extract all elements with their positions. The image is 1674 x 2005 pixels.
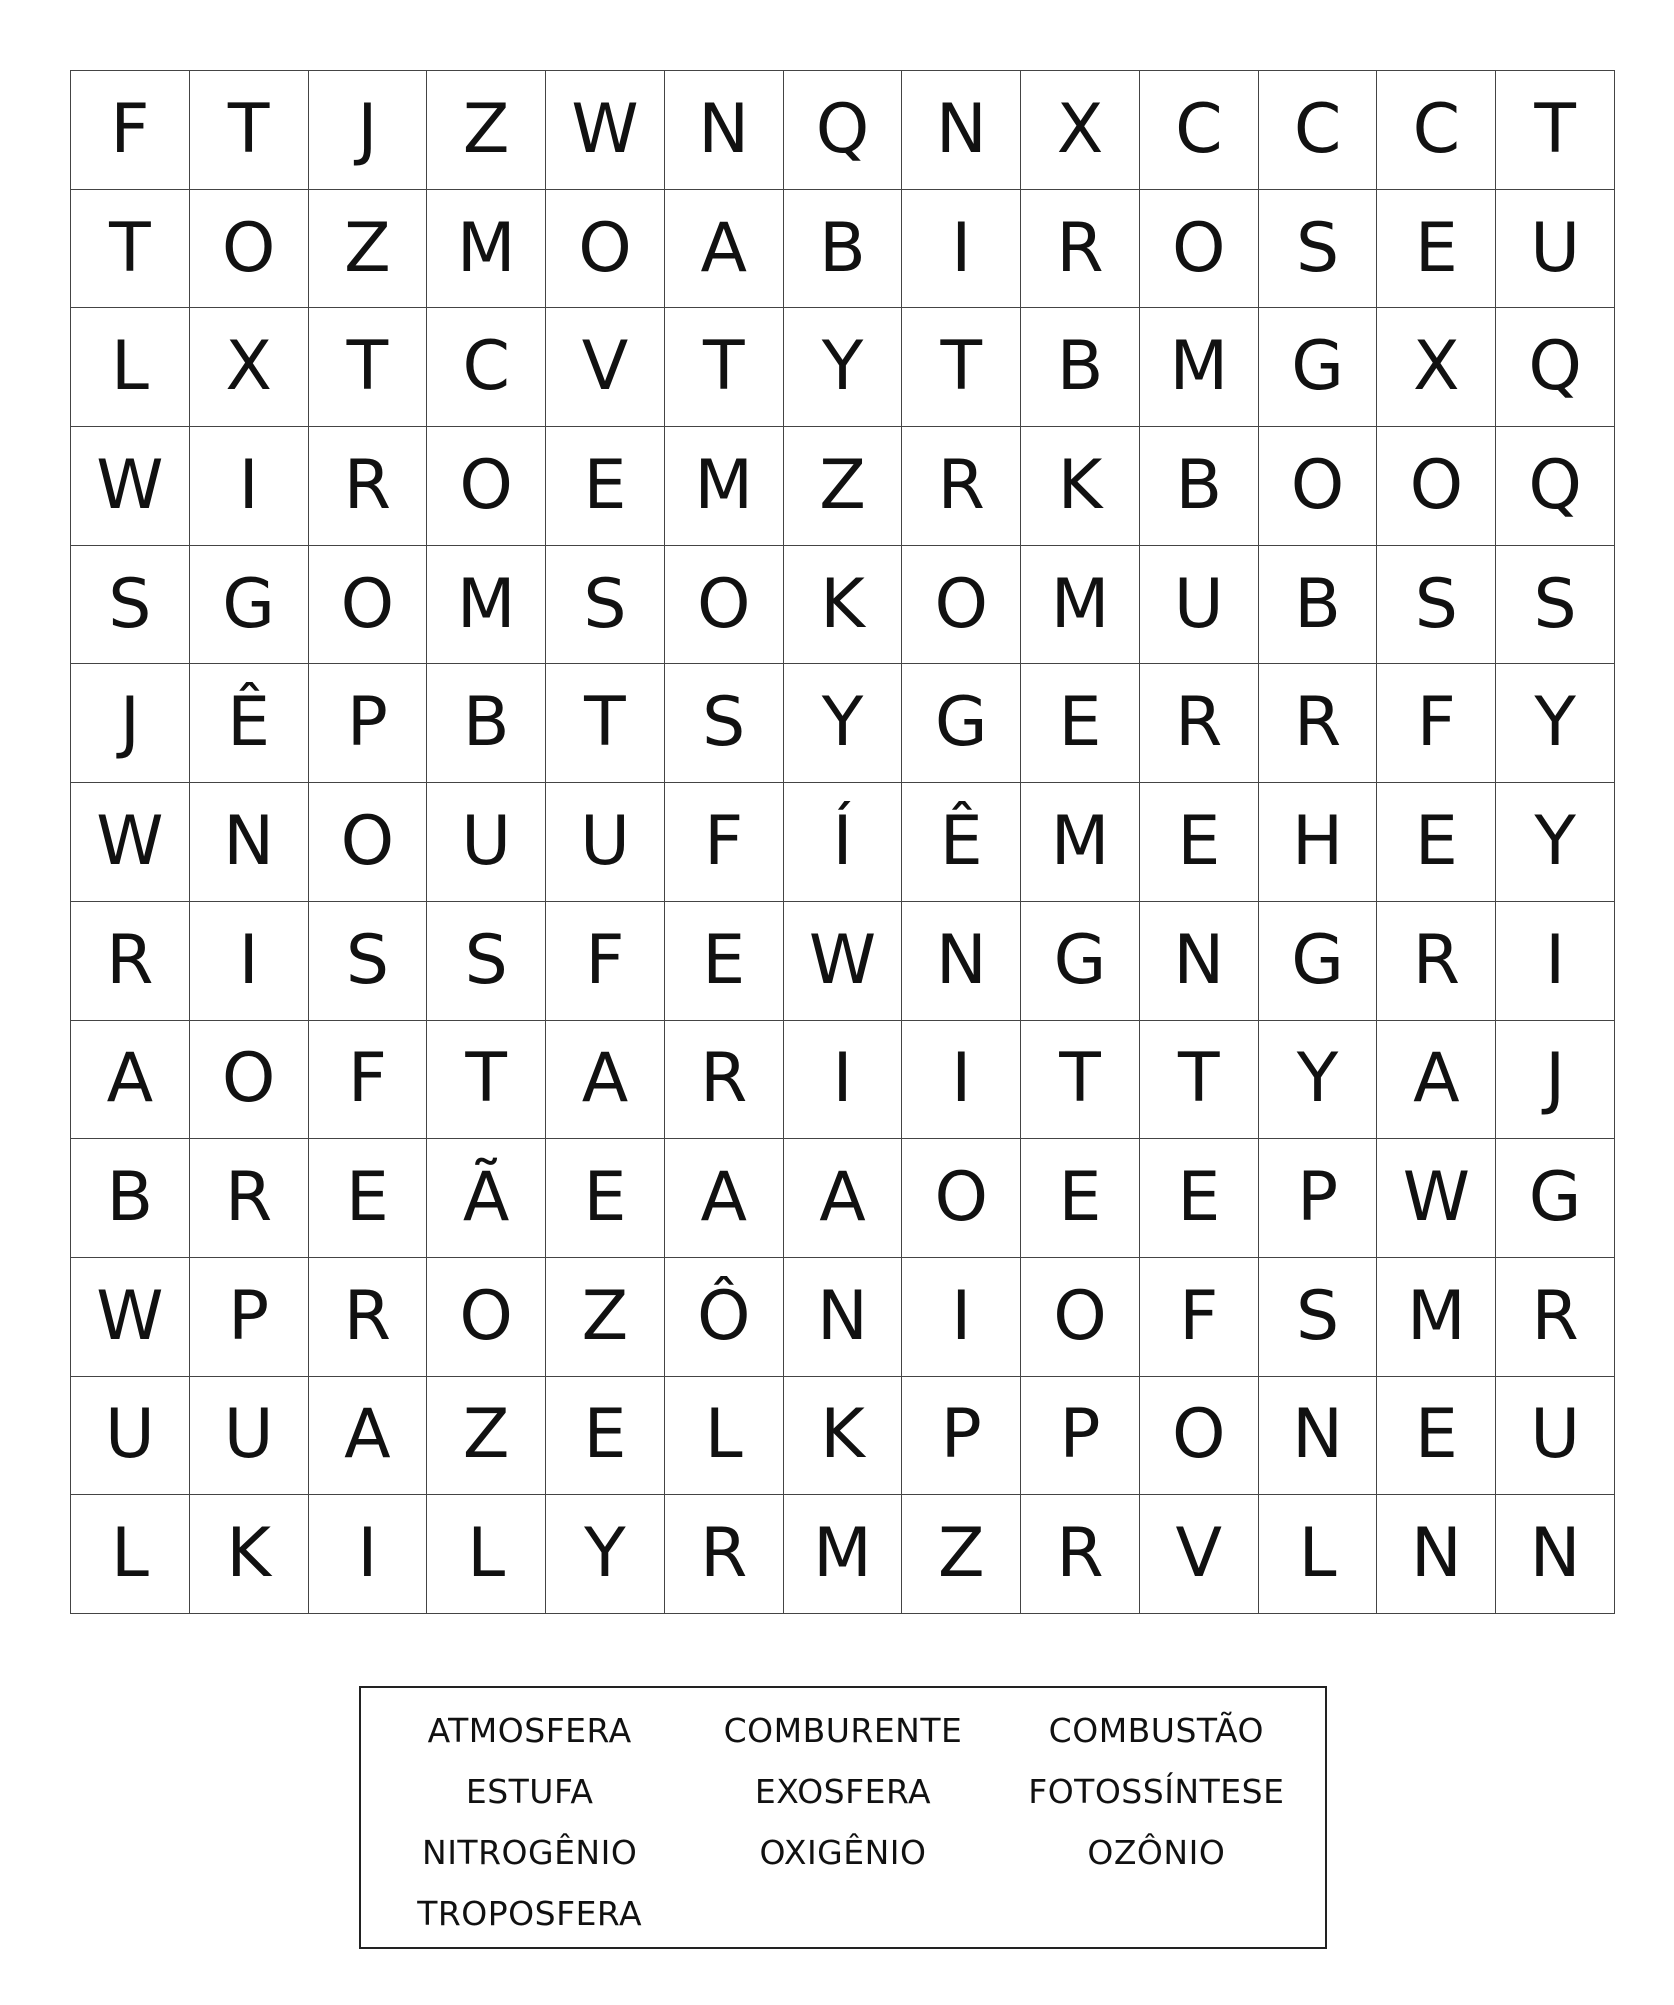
word-bank <box>359 1686 1327 1949</box>
word-bank-item: EXOSFERA <box>754 1772 932 1811</box>
grid-cell[interactable]: I <box>784 1021 903 1140</box>
grid-cell[interactable]: Y <box>784 308 903 427</box>
grid-cell[interactable]: K <box>784 546 903 665</box>
grid-cell[interactable]: F <box>1140 1258 1259 1377</box>
grid-cell[interactable]: T <box>71 190 190 309</box>
grid-cell[interactable]: O <box>1021 1258 1140 1377</box>
grid-cell[interactable]: G <box>902 664 1021 783</box>
grid-cell[interactable]: R <box>1140 664 1259 783</box>
grid-cell[interactable]: M <box>784 1495 903 1614</box>
grid-cell[interactable]: I <box>902 1021 1021 1140</box>
grid-cell[interactable]: O <box>1377 427 1496 546</box>
grid-cell[interactable]: U <box>427 783 546 902</box>
grid-cell[interactable]: C <box>1140 71 1259 190</box>
word-bank-item: OXIGÊNIO <box>759 1833 927 1872</box>
grid-cell[interactable]: U <box>1140 546 1259 665</box>
grid-cell[interactable]: Z <box>427 1377 546 1496</box>
grid-cell[interactable]: Ê <box>190 664 309 783</box>
grid-cell[interactable]: A <box>71 1021 190 1140</box>
grid-cell[interactable]: Z <box>784 427 903 546</box>
grid-cell[interactable]: M <box>427 546 546 665</box>
grid-cell[interactable]: S <box>1259 190 1378 309</box>
grid-cell[interactable]: U <box>71 1377 190 1496</box>
grid-cell[interactable]: O <box>902 546 1021 665</box>
grid-cell[interactable]: E <box>1021 1139 1140 1258</box>
grid-cell[interactable]: O <box>1140 1377 1259 1496</box>
grid-cell[interactable]: P <box>309 664 428 783</box>
grid-cell[interactable]: N <box>1377 1495 1496 1614</box>
grid-cell[interactable]: Q <box>784 71 903 190</box>
grid-cell[interactable]: E <box>546 1377 665 1496</box>
grid-cell[interactable]: H <box>1259 783 1378 902</box>
grid-cell[interactable]: C <box>1377 71 1496 190</box>
grid-cell[interactable]: N <box>190 783 309 902</box>
grid-cell[interactable]: S <box>665 664 784 783</box>
grid-cell[interactable]: C <box>1259 71 1378 190</box>
grid-cell[interactable]: T <box>309 308 428 427</box>
grid-cell[interactable]: O <box>427 1258 546 1377</box>
grid-cell[interactable]: Y <box>1259 1021 1378 1140</box>
grid-cell[interactable]: N <box>784 1258 903 1377</box>
grid-cell[interactable]: P <box>902 1377 1021 1496</box>
grid-cell[interactable]: E <box>1140 1139 1259 1258</box>
grid-cell[interactable]: L <box>1259 1495 1378 1614</box>
grid-cell[interactable]: L <box>665 1377 784 1496</box>
grid-cell[interactable]: K <box>190 1495 309 1614</box>
grid-cell[interactable]: U <box>190 1377 309 1496</box>
word-bank-item: OZÔNIO <box>1087 1833 1226 1872</box>
grid-cell[interactable]: W <box>71 427 190 546</box>
grid-cell[interactable]: M <box>1377 1258 1496 1377</box>
grid-cell[interactable]: T <box>1021 1021 1140 1140</box>
grid-cell[interactable]: P <box>190 1258 309 1377</box>
grid-cell[interactable]: S <box>1377 546 1496 665</box>
grid-cell[interactable]: O <box>427 427 546 546</box>
word-bank-item: COMBURENTE <box>723 1711 963 1750</box>
grid-cell[interactable]: T <box>546 664 665 783</box>
grid-cell[interactable]: Z <box>902 1495 1021 1614</box>
grid-cell[interactable]: L <box>427 1495 546 1614</box>
grid-cell[interactable]: S <box>309 902 428 1021</box>
word-bank-item: NITROGÊNIO <box>422 1833 638 1872</box>
grid-cell[interactable]: P <box>1259 1139 1378 1258</box>
grid-cell[interactable]: Q <box>1496 308 1615 427</box>
grid-cell[interactable]: O <box>309 546 428 665</box>
grid-cell[interactable]: E <box>309 1139 428 1258</box>
grid-cell[interactable]: A <box>784 1139 903 1258</box>
word-search-grid <box>70 70 1615 1614</box>
grid-cell[interactable]: B <box>1140 427 1259 546</box>
grid-cell[interactable]: G <box>1496 1139 1615 1258</box>
grid-cell[interactable]: R <box>309 427 428 546</box>
grid-cell[interactable]: K <box>1021 427 1140 546</box>
grid-cell[interactable]: N <box>1496 1495 1615 1614</box>
word-bank-item: ATMOSFERA <box>427 1711 632 1750</box>
grid-cell[interactable]: M <box>1140 308 1259 427</box>
word-bank-item: TROPOSFERA <box>417 1894 643 1933</box>
grid-cell[interactable]: R <box>1259 664 1378 783</box>
grid-cell[interactable]: Í <box>784 783 903 902</box>
grid-cell[interactable]: V <box>1140 1495 1259 1614</box>
grid-cell[interactable]: V <box>546 308 665 427</box>
grid-cell[interactable]: O <box>1140 190 1259 309</box>
grid-cell[interactable]: Z <box>309 190 428 309</box>
grid-cell[interactable]: R <box>1021 190 1140 309</box>
grid-cell[interactable]: B <box>784 190 903 309</box>
grid-cell[interactable]: W <box>71 1258 190 1377</box>
grid-cell[interactable]: G <box>1259 308 1378 427</box>
grid-cell[interactable]: E <box>546 1139 665 1258</box>
grid-cell[interactable]: F <box>1377 664 1496 783</box>
grid-cell[interactable]: I <box>190 427 309 546</box>
grid-cell[interactable]: M <box>665 427 784 546</box>
grid-cell[interactable]: S <box>427 902 546 1021</box>
grid-cell[interactable]: X <box>1021 71 1140 190</box>
grid-cell[interactable]: N <box>1140 902 1259 1021</box>
grid-cell[interactable]: O <box>190 190 309 309</box>
grid-cell[interactable]: T <box>665 308 784 427</box>
grid-cell[interactable]: Z <box>546 1258 665 1377</box>
grid-cell[interactable]: I <box>902 190 1021 309</box>
grid-cell[interactable]: A <box>546 1021 665 1140</box>
grid-cell[interactable]: W <box>784 902 903 1021</box>
grid-cell[interactable]: E <box>1377 190 1496 309</box>
grid-cell[interactable]: S <box>71 546 190 665</box>
grid-cell[interactable]: R <box>1496 1258 1615 1377</box>
grid-cell[interactable]: U <box>546 783 665 902</box>
grid-cell[interactable]: R <box>309 1258 428 1377</box>
grid-cell[interactable]: B <box>1259 546 1378 665</box>
grid-cell[interactable]: N <box>902 71 1021 190</box>
grid-cell[interactable]: A <box>309 1377 428 1496</box>
grid-cell[interactable]: B <box>427 664 546 783</box>
grid-cell[interactable]: I <box>1496 902 1615 1021</box>
grid-cell[interactable]: K <box>784 1377 903 1496</box>
grid-cell[interactable]: X <box>1377 308 1496 427</box>
grid-cell[interactable]: I <box>902 1258 1021 1377</box>
grid-cell[interactable]: R <box>1021 1495 1140 1614</box>
grid-cell[interactable]: R <box>71 902 190 1021</box>
grid-cell[interactable]: A <box>665 190 784 309</box>
grid-cell[interactable]: R <box>665 1021 784 1140</box>
grid-cell[interactable]: S <box>546 546 665 665</box>
grid-cell[interactable]: G <box>1021 902 1140 1021</box>
grid-cell[interactable]: A <box>1377 1021 1496 1140</box>
grid-cell[interactable]: T <box>902 308 1021 427</box>
grid-cell[interactable]: B <box>1021 308 1140 427</box>
grid-cell[interactable]: Y <box>546 1495 665 1614</box>
grid-cell[interactable]: X <box>190 308 309 427</box>
word-bank-item: ESTUFA <box>465 1772 594 1811</box>
grid-cell[interactable]: Y <box>1496 664 1615 783</box>
grid-cell[interactable]: J <box>71 664 190 783</box>
grid-cell[interactable]: E <box>665 902 784 1021</box>
grid-cell[interactable]: N <box>1259 1377 1378 1496</box>
grid-cell[interactable]: S <box>1496 546 1615 665</box>
grid-cell[interactable]: T <box>1140 1021 1259 1140</box>
grid-cell[interactable]: U <box>1496 1377 1615 1496</box>
grid-cell[interactable]: O <box>309 783 428 902</box>
grid-cell[interactable]: Ã <box>427 1139 546 1258</box>
grid-cell[interactable]: J <box>309 71 428 190</box>
grid-cell[interactable]: T <box>190 71 309 190</box>
grid-cell[interactable]: R <box>665 1495 784 1614</box>
grid-cell[interactable]: O <box>1259 427 1378 546</box>
grid-cell[interactable]: W <box>546 71 665 190</box>
grid-cell[interactable]: Y <box>784 664 903 783</box>
grid-cell[interactable]: Z <box>427 71 546 190</box>
grid-cell[interactable]: I <box>309 1495 428 1614</box>
grid-cell[interactable]: L <box>71 308 190 427</box>
word-bank-item: FOTOSSÍNTESE <box>1028 1772 1285 1811</box>
grid-cell[interactable]: T <box>1496 71 1615 190</box>
grid-cell[interactable]: O <box>546 190 665 309</box>
grid-cell[interactable]: N <box>665 71 784 190</box>
grid-cell[interactable]: A <box>665 1139 784 1258</box>
grid-cell[interactable]: R <box>190 1139 309 1258</box>
grid-cell[interactable]: C <box>427 308 546 427</box>
grid-cell[interactable]: W <box>1377 1139 1496 1258</box>
grid-cell[interactable]: M <box>1021 546 1140 665</box>
grid-cell[interactable]: G <box>1259 902 1378 1021</box>
grid-cell[interactable]: R <box>1377 902 1496 1021</box>
grid-cell[interactable]: Ê <box>902 783 1021 902</box>
grid-cell[interactable]: T <box>427 1021 546 1140</box>
grid-cell[interactable]: W <box>71 783 190 902</box>
grid-cell[interactable]: O <box>190 1021 309 1140</box>
grid-cell[interactable]: Y <box>1496 783 1615 902</box>
grid-cell[interactable]: O <box>902 1139 1021 1258</box>
grid-cell[interactable]: E <box>1021 664 1140 783</box>
grid-cell[interactable]: F <box>665 783 784 902</box>
grid-cell[interactable]: F <box>71 71 190 190</box>
grid-cell[interactable]: U <box>1496 190 1615 309</box>
grid-cell[interactable]: E <box>1377 783 1496 902</box>
grid-cell[interactable]: L <box>71 1495 190 1614</box>
grid-cell[interactable]: B <box>71 1139 190 1258</box>
grid-cell[interactable]: E <box>1377 1377 1496 1496</box>
grid-cell[interactable]: O <box>665 546 784 665</box>
grid-cell[interactable]: R <box>902 427 1021 546</box>
grid-cell[interactable]: I <box>190 902 309 1021</box>
grid-cell[interactable]: S <box>1259 1258 1378 1377</box>
grid-cell[interactable]: Ô <box>665 1258 784 1377</box>
grid-cell[interactable]: M <box>1021 783 1140 902</box>
grid-cell[interactable]: J <box>1496 1021 1615 1140</box>
grid-cell[interactable]: E <box>1140 783 1259 902</box>
word-bank-item: COMBUSTÃO <box>1048 1711 1264 1750</box>
grid-cell[interactable]: P <box>1021 1377 1140 1496</box>
grid-cell[interactable]: M <box>427 190 546 309</box>
grid-cell[interactable]: F <box>546 902 665 1021</box>
grid-cell[interactable]: Q <box>1496 427 1615 546</box>
grid-cell[interactable]: E <box>546 427 665 546</box>
grid-cell[interactable]: N <box>902 902 1021 1021</box>
grid-cell[interactable]: G <box>190 546 309 665</box>
grid-cell[interactable]: F <box>309 1021 428 1140</box>
